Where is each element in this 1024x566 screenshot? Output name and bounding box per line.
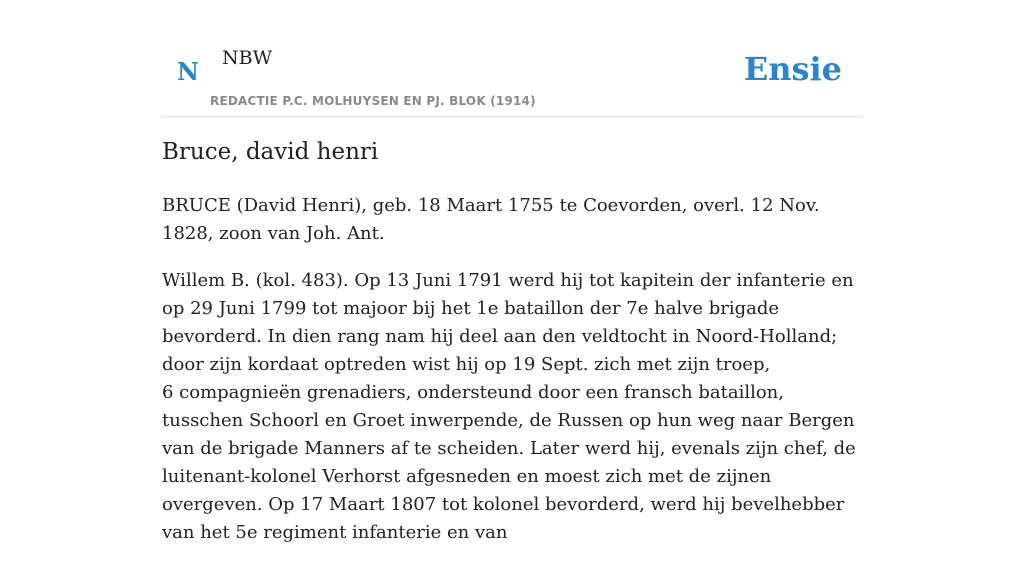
source-header (162, 36, 862, 117)
paragraph-line: 6 compagnieën grenadiers, ondersteund door een fransch bataillon, tusschen Schoorl en Groet inwerpende, de Russen op hun weg naar Bergen van de brigade Manners af te scheiden. Later werd hij, evenals zijn chef, de luitenant-kolonel Verhorst afgesneden en moest zich met de zijnen overgeven. Op 17 Maart 1807 tot kolonel bevorderd, werd hij bevelhebber van het 5e regiment infanterie en van (162, 382, 856, 543)
article-paragraph: BRUCE (David Henri), geb. 18 Maart 1755 te Coevorden, overl. 12 Nov. 1828, zoon van Joh. Ant. (162, 195, 820, 244)
source-name[interactable]: NBW (222, 47, 273, 69)
article-paragraph (162, 267, 862, 547)
paragraph-line: Willem B. (kol. 483). Op 13 Juni 1791 werd hij tot kapitein der infanterie en op 29 Juni 1799 tot majoor bij het 1e bataillon der 7e halve brigade bevorderd. In dien rang nam hij deel aan den veldtocht in Noord-Holland; door zijn kordaat optreden wist hij op 19 Sept. zich met zijn troep, (162, 270, 854, 375)
article-body (162, 192, 862, 566)
brand-logo[interactable]: Ensie (743, 50, 842, 88)
source-logo[interactable]: N (177, 57, 199, 86)
source-subtitle: REDACTIE P.C. MOLHUYSEN EN PJ. BLOK (1914) (210, 94, 536, 108)
article-title: Bruce, david henri (162, 139, 379, 165)
